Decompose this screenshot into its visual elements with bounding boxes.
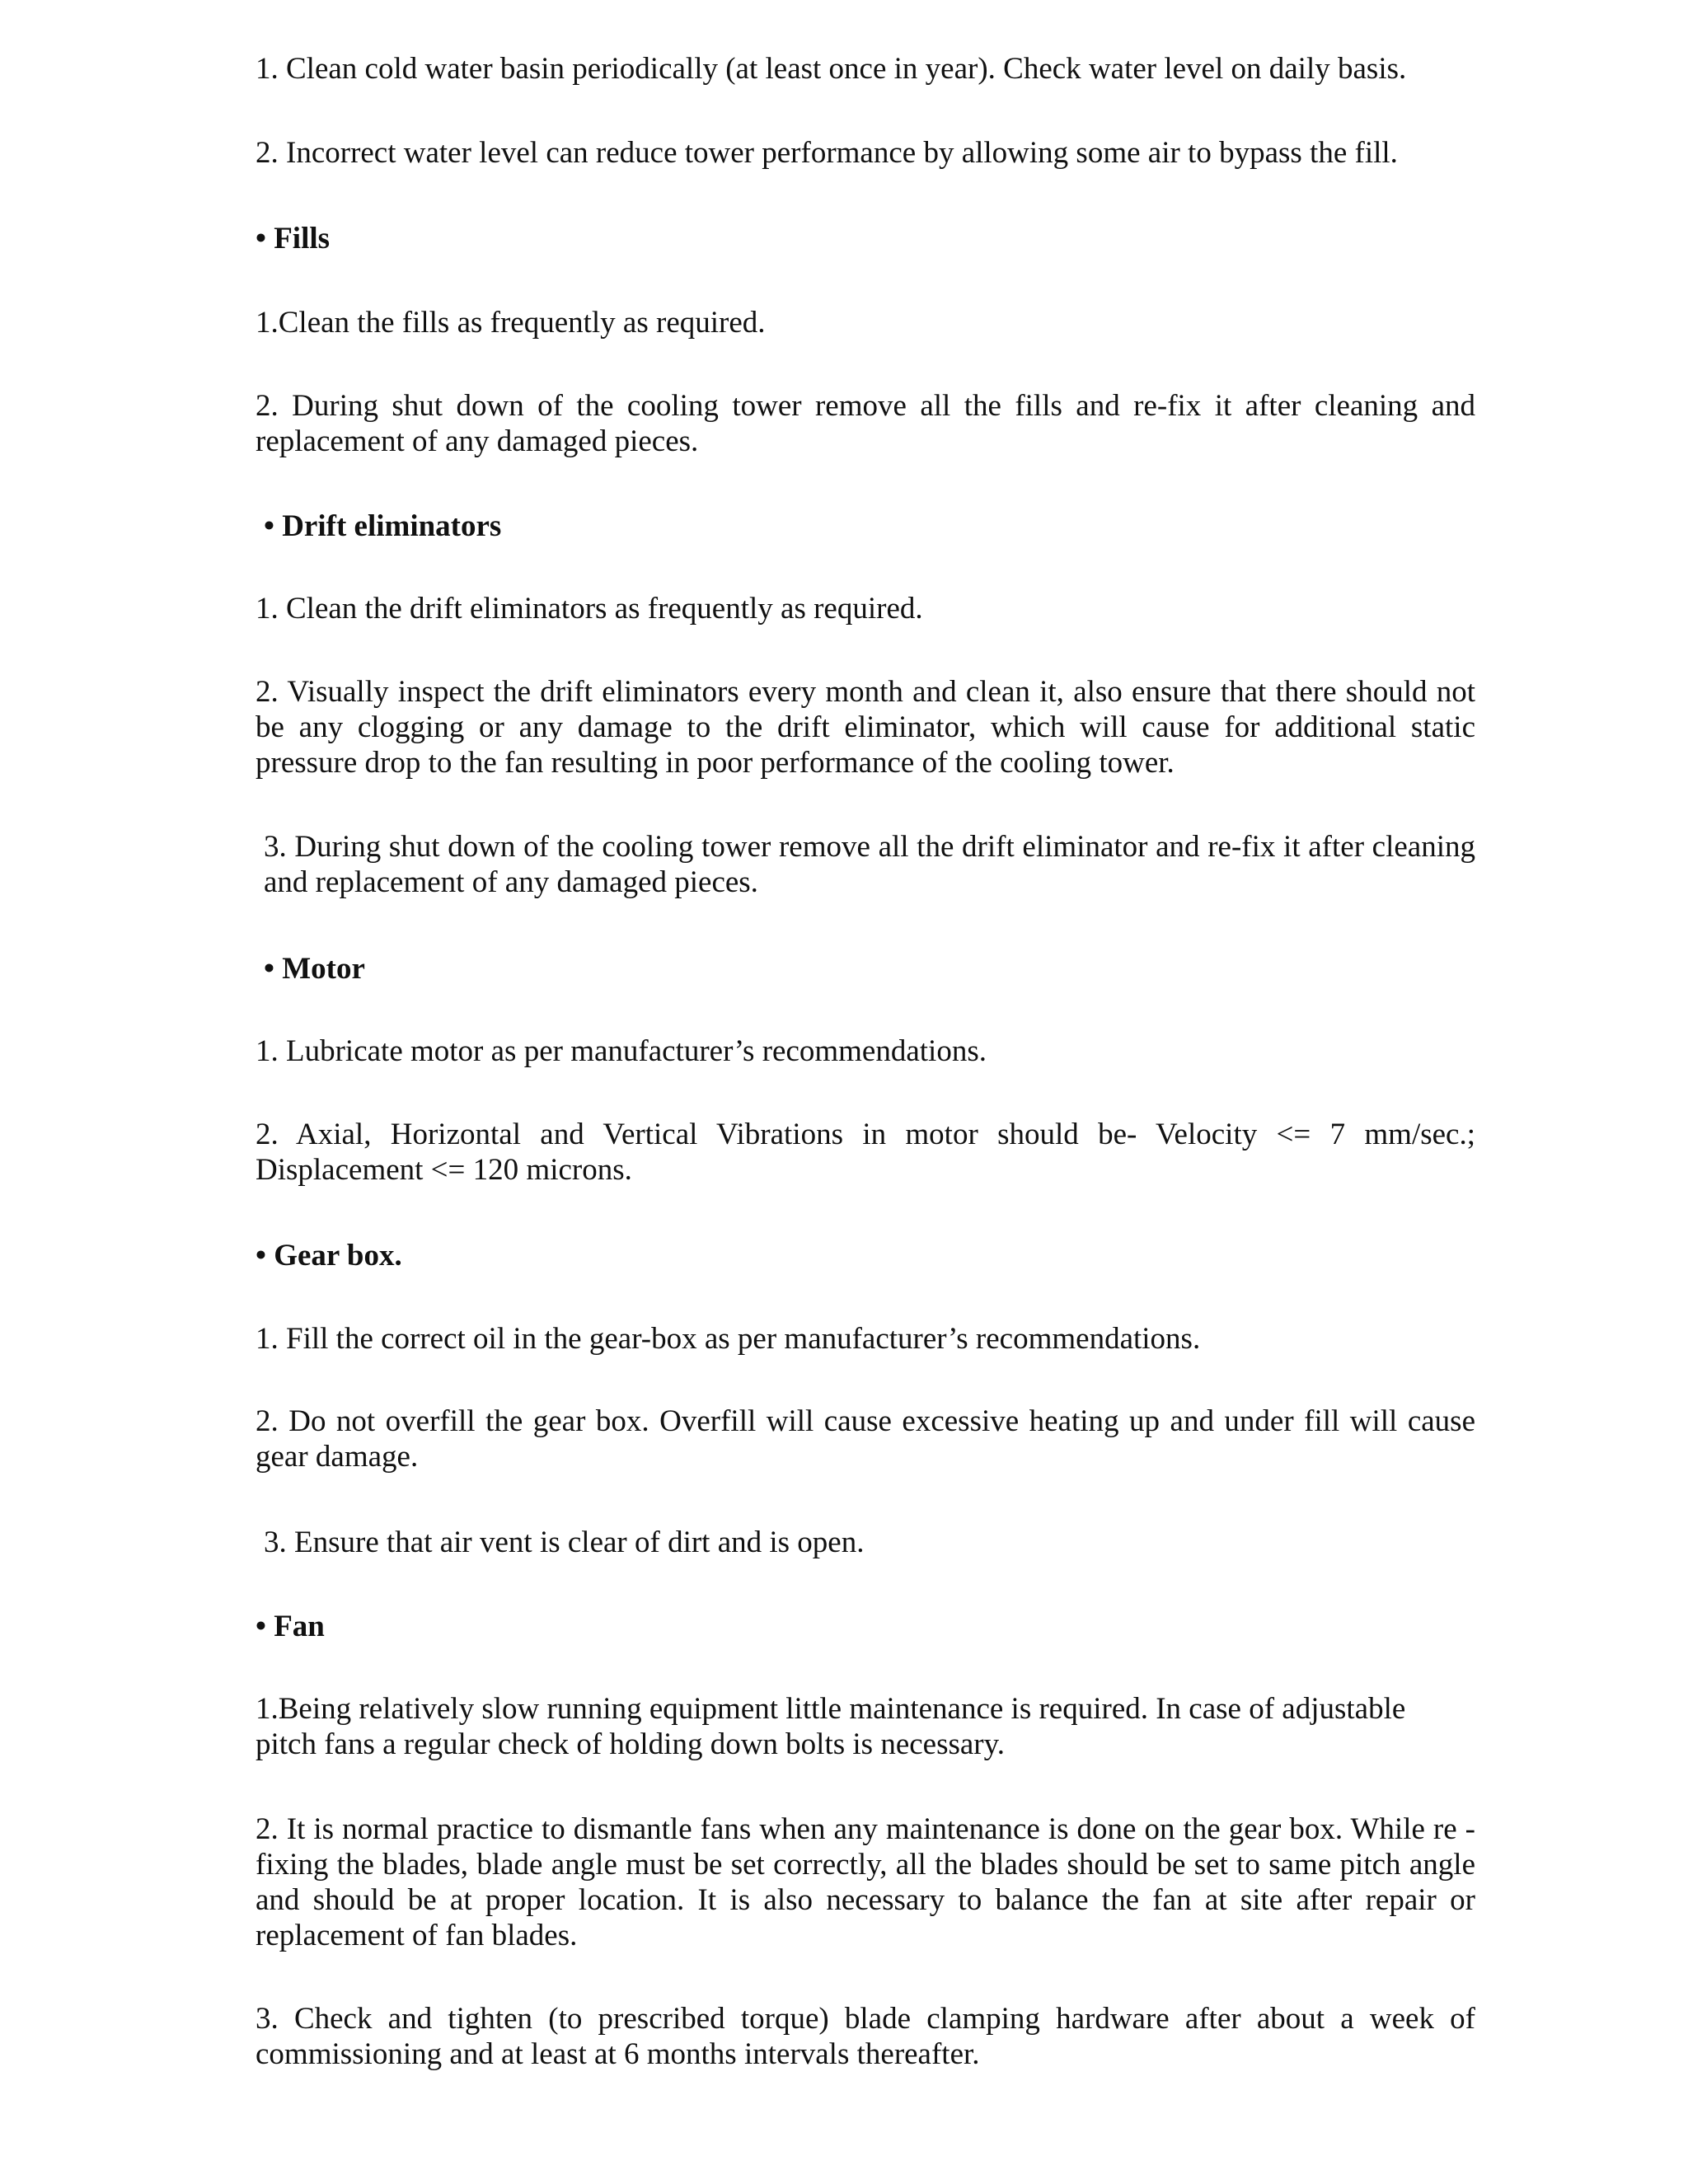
fan-item-3: 3. Check and tighten (to prescribed torque) blade clamping hardware after about a week of commissioning and at least at 6 months intervals thereafter. xyxy=(256,2002,1475,2071)
fan-item-2: 2. It is normal practice to dismantle fans when any maintenance is done on the gear box. While re - fixing the blades, blade angle must be set correctly, all the blades should be set to same pitch angle and should be at proper location. It is also necessary to balance the fan at site after repair or replacement of fan blades. xyxy=(256,1812,1475,1952)
section-heading-drift-eliminators: • Drift eliminators xyxy=(264,509,502,543)
motor-item-2: 2. Axial, Horizontal and Vertical Vibrations in motor should be- Velocity <= 7 mm/sec.; Displacement <= 120 microns. xyxy=(256,1118,1475,1187)
intro-item-1: 1. Clean cold water basin periodically (at least once in year). Check water level on daily basis. xyxy=(256,52,1407,86)
section-heading-fan: • Fan xyxy=(256,1610,325,1643)
drift-item-1: 1. Clean the drift eliminators as frequently as required. xyxy=(256,592,923,626)
drift-item-2: 2. Visually inspect the drift eliminators every month and clean it, also ensure that there should not be any clogging or any damage to the drift eliminator, which will cause for additional static pressure drop to the fan resulting in poor performance of the cooling tower. xyxy=(256,675,1475,780)
drift-item-3: 3. During shut down of the cooling tower remove all the drift eliminator and re-fix it after cleaning and replacement of any damaged pieces. xyxy=(264,830,1475,899)
fills-item-1: 1.Clean the fills as frequently as required. xyxy=(256,306,766,340)
gearbox-item-2: 2. Do not overfill the gear box. Overfill will cause excessive heating up and under fill will cause gear damage. xyxy=(256,1404,1475,1474)
gearbox-item-3: 3. Ensure that air vent is clear of dirt and is open. xyxy=(264,1526,865,1559)
section-heading-gear-box: • Gear box. xyxy=(256,1239,402,1272)
intro-item-2: 2. Incorrect water level can reduce tower performance by allowing some air to bypass the fill. xyxy=(256,136,1398,170)
motor-item-1: 1. Lubricate motor as per manufacturer’s recommendations. xyxy=(256,1034,987,1068)
section-heading-motor: • Motor xyxy=(264,952,365,986)
section-heading-fills: • Fills xyxy=(256,222,331,255)
gearbox-item-1: 1. Fill the correct oil in the gear-box as per manufacturer’s recommendations. xyxy=(256,1322,1201,1356)
fills-item-2: 2. During shut down of the cooling tower remove all the fills and re-fix it after cleaning and replacement of any damaged pieces. xyxy=(256,389,1475,458)
fan-item-1: 1.Being relatively slow running equipment little maintenance is required. In case of adjustable pitch fans a regular check of holding down bolts is necessary. xyxy=(256,1692,1406,1761)
